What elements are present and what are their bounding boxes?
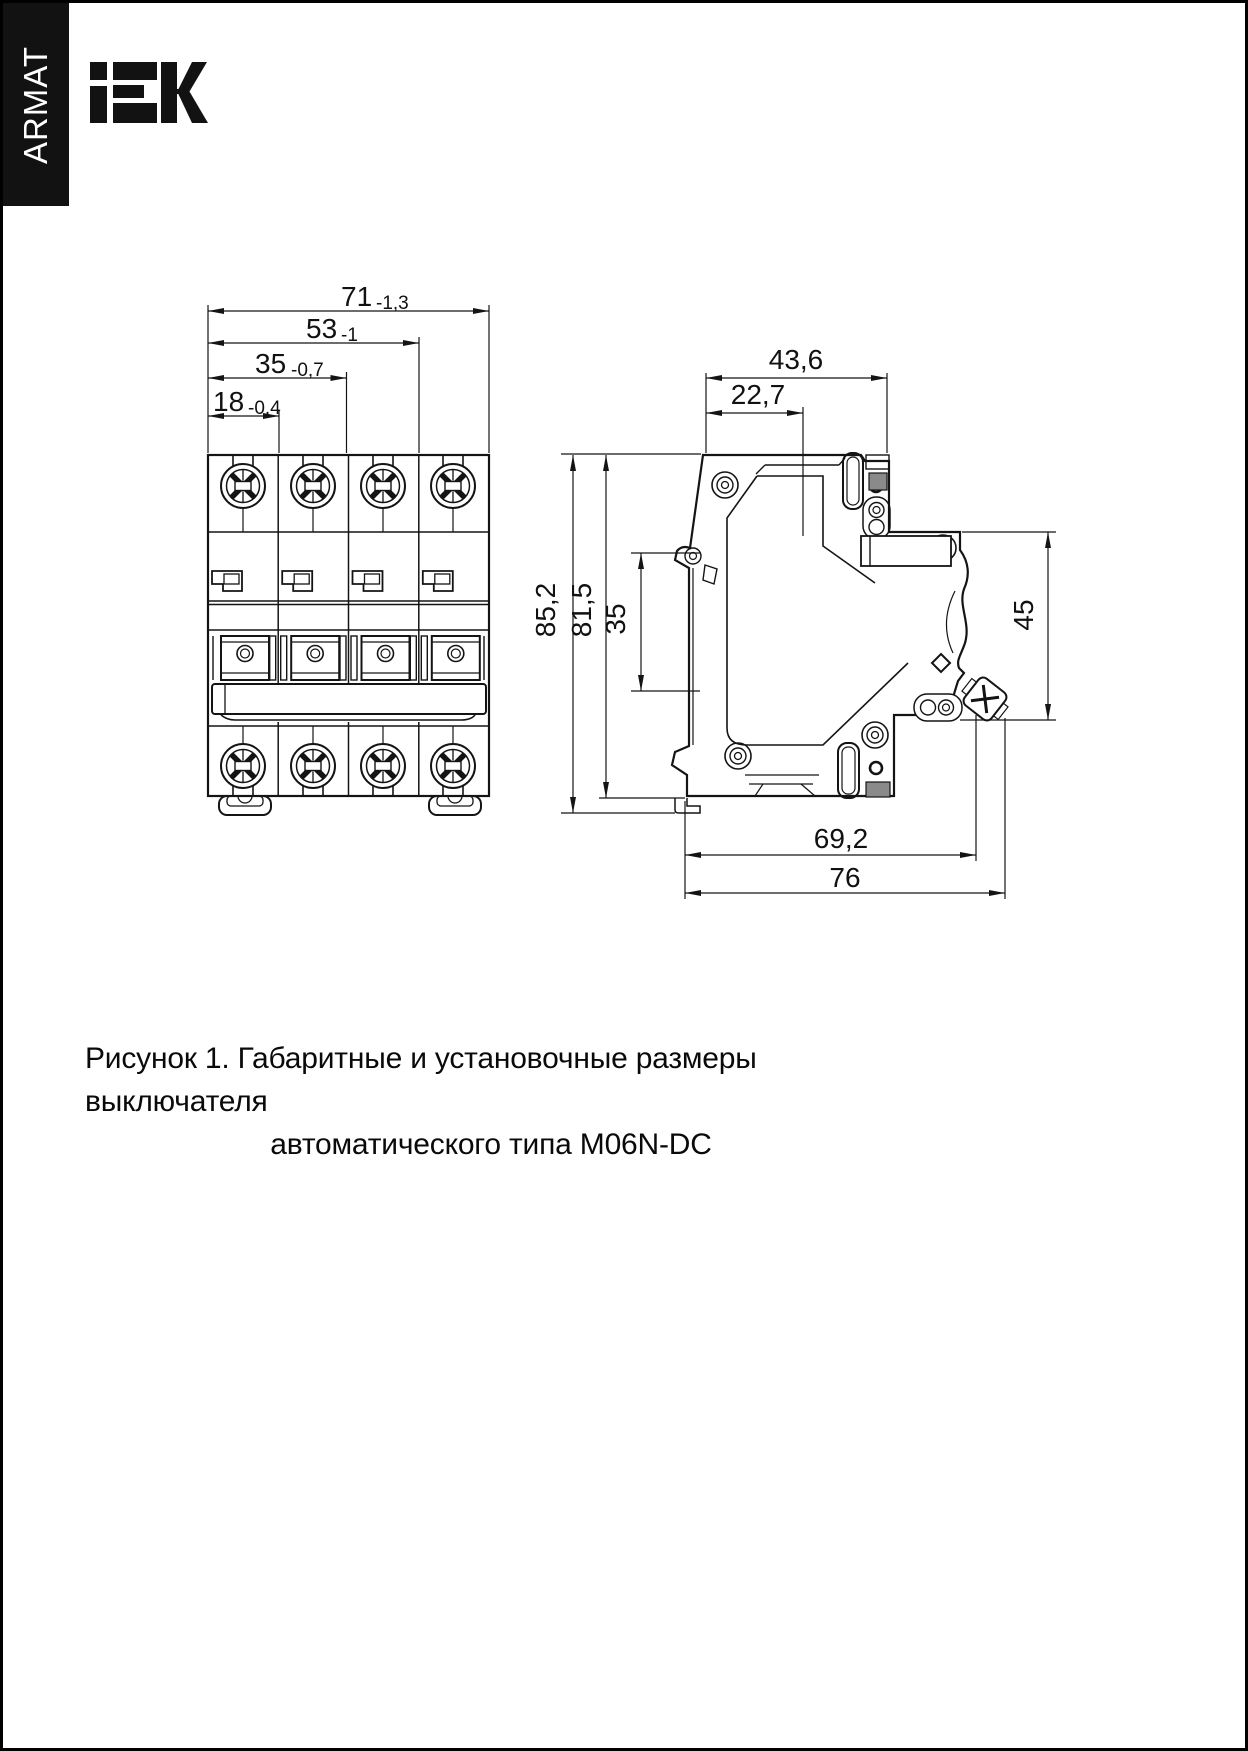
dim-43-6-label: 43,6 <box>768 344 824 375</box>
figure-caption <box>85 1037 897 1166</box>
front-view-drawing <box>208 455 489 815</box>
technical-drawing <box>3 3 1248 1751</box>
dim-71-tol: -1,3 <box>376 293 409 314</box>
dim-81-5-label: 81,5 <box>566 582 597 638</box>
figure-caption-line2: автоматического типа M06N-DC <box>270 1128 712 1161</box>
dim-35-side-label: 35 <box>600 603 631 635</box>
dim-76-label: 76 <box>829 862 861 893</box>
dim-71-label: 71 <box>341 281 373 312</box>
dim-85-2-label: 85,2 <box>530 582 561 638</box>
brand-banner-label: ARMAT <box>17 45 54 164</box>
dim-22-7-label: 22,7 <box>730 379 786 410</box>
front-view-dimension-labels <box>213 281 409 419</box>
dim-18-label: 18 <box>213 386 245 417</box>
dim-53-tol: -1 <box>341 325 358 346</box>
dim-35-tol: -0,7 <box>291 360 324 381</box>
dim-45-label: 45 <box>1008 599 1039 631</box>
dim-69-2-label: 69,2 <box>813 823 869 854</box>
dim-53-label: 53 <box>306 313 338 344</box>
dim-18-tol: -0,4 <box>248 398 281 419</box>
figure-caption-line1: Рисунок 1. Габаритные и установочные размеры выключателя <box>85 1042 757 1118</box>
dim-35-label: 35 <box>255 348 287 379</box>
side-view-drawing <box>672 453 1014 813</box>
